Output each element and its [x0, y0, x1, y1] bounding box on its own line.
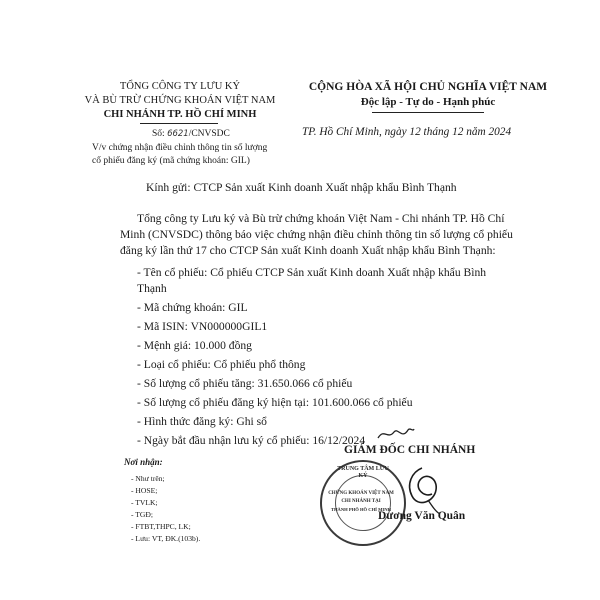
org-name-line1: TỔNG CÔNG TY LƯU KÝ	[119, 81, 241, 92]
detail-registration-form: - Hình thức đăng ký: Ghi sổ	[137, 415, 267, 428]
initial-mark	[376, 424, 416, 444]
branch-underline	[140, 123, 218, 124]
recipient-item: - TGĐ;	[131, 510, 154, 519]
document-number	[152, 128, 230, 140]
recipient-item: - Như trên;	[131, 474, 165, 483]
signer-name: Dương Văn Quân	[378, 510, 466, 522]
stamp-text-city: THÀNH PHỐ HỒ CHÍ MINH	[330, 507, 392, 512]
intro-line1: Tổng công ty Lưu ký và Bù trừ chứng khoán Việt Nam - Chi nhánh TP. Hồ Chí	[137, 212, 505, 225]
number-label: Số:	[152, 129, 165, 139]
intro-line2: Minh (CNVSDC) thông báo việc chứng nhận điều chỉnh thông tin số lượng cổ phiếu	[120, 228, 513, 241]
subject-line2: cổ phiếu đăng ký (mã chứng khoán: GIL)	[92, 156, 250, 166]
detail-ticker: - Mã chứng khoán: GIL	[137, 301, 248, 314]
national-motto: Độc lập - Tự do - Hạnh phúc	[360, 96, 496, 108]
number-suffix: /CNVSDC	[188, 129, 230, 139]
motto-underline	[372, 112, 484, 113]
detail-isin: - Mã ISIN: VN000000GIL1	[137, 320, 268, 333]
recipients-title: Nơi nhận:	[124, 457, 163, 467]
recipient-item: - FTBT,THPC, LK;	[131, 522, 191, 531]
recipient-item: - Lưu: VT, ĐK.(103b).	[131, 534, 201, 543]
stamp-text-mid: CHỨNG KHOÁN VIỆT NAM	[328, 491, 394, 496]
recipient-line: Kính gửi: CTCP Sản xuất Kinh doanh Xuất nhập khẩu Bình Thạnh	[146, 181, 457, 194]
stamp-text-top: TRUNG TÂM LƯU KÝ	[337, 466, 389, 479]
recipient-item: - TVLK;	[131, 498, 158, 507]
branch-name: CHI NHÁNH TP. HỒ CHÍ MINH	[103, 109, 257, 120]
signature-title: GIÁM ĐỐC CHI NHÁNH	[344, 444, 476, 456]
detail-stock-name-line2: Thạnh	[137, 282, 167, 295]
detail-effective-date: - Ngày bắt đầu nhận lưu ký cổ phiếu: 16/12/2024	[137, 434, 366, 447]
subject-line1: V/v chứng nhận điều chỉnh thông tin số lượng	[92, 143, 268, 153]
detail-increase: - Số lượng cổ phiếu tăng: 31.650.066 cổ phiếu	[137, 377, 353, 390]
country-name: CỘNG HÒA XÃ HỘI CHỦ NGHĨA VIỆT NAM	[308, 81, 548, 93]
detail-stock-type: - Loại cổ phiếu: Cổ phiếu phổ thông	[137, 358, 306, 371]
number-handwritten: 6621	[167, 129, 189, 139]
stamp-text-branch: CHI NHÁNH TẠI	[341, 499, 381, 504]
recipient-item: - HOSE;	[131, 486, 158, 495]
org-name-line2: VÀ BÙ TRỪ CHỨNG KHOÁN VIỆT NAM	[84, 95, 276, 106]
detail-stock-name-line1: - Tên cổ phiếu: Cổ phiếu CTCP Sản xuất Kinh doanh Xuất nhập khẩu Bình	[137, 266, 487, 279]
place-date: TP. Hồ Chí Minh, ngày 12 tháng 12 năm 2024	[302, 126, 512, 138]
intro-line3: đăng ký lần thứ 17 cho CTCP Sản xuất Kinh doanh Xuất nhập khẩu Bình Thạnh:	[120, 244, 496, 257]
detail-par-value: - Mệnh giá: 10.000 đồng	[137, 339, 252, 352]
detail-registered-total: - Số lượng cổ phiếu đăng ký hiện tại: 101.600.066 cổ phiếu	[137, 396, 413, 409]
